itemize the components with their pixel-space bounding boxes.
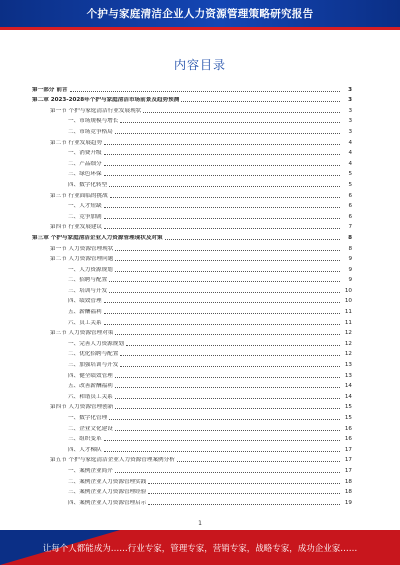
toc-entry[interactable]: [32, 124, 352, 135]
toc-entry-page: 4: [348, 139, 352, 146]
toc-entry[interactable]: [32, 167, 352, 178]
toc-entry-page: 3: [348, 86, 352, 93]
toc-leader-dots: [70, 91, 340, 92]
toc-entry-text: 三、绿色环保: [68, 171, 102, 178]
toc-entry[interactable]: [32, 453, 352, 464]
toc-entry[interactable]: [32, 199, 352, 210]
toc-leader-dots: [115, 250, 340, 251]
toc-entry-page: 18: [344, 478, 352, 485]
toc-entry-text: 六、和谐员工关系: [68, 393, 113, 400]
toc-leader-dots: [115, 387, 340, 388]
toc-entry[interactable]: [32, 347, 352, 358]
toc-entry-text: 第二章 2023-2028年个护与家庭清洁市场前景及趋势预测: [32, 97, 180, 104]
toc-entry-text: 一、消费升级: [68, 150, 102, 157]
toc-leader-dots: [115, 260, 340, 261]
toc-entry-text: 二、产品细分: [68, 160, 102, 167]
toc-leader-dots: [109, 292, 340, 293]
toc-entry-page: 7: [348, 224, 352, 231]
toc-entry[interactable]: [32, 463, 352, 474]
toc-entry[interactable]: [32, 326, 352, 337]
toc-entry-page: 8: [348, 234, 352, 241]
toc-entry[interactable]: [32, 432, 352, 443]
toc-entry-text: 第一部分 前言: [32, 86, 68, 93]
toc-entry-page: 12: [344, 351, 352, 358]
toc-entry[interactable]: [32, 241, 352, 252]
toc-entry-page: 16: [344, 436, 352, 443]
toc-entry[interactable]: [32, 368, 352, 379]
toc-entry-page: 3: [348, 97, 352, 104]
toc-entry-text: 第五节 个护与家庭清洁企业人力资源管理案例分析: [50, 457, 175, 464]
toc-entry-text: 一、市场规模与增长: [68, 118, 119, 125]
toc-entry[interactable]: [32, 410, 352, 421]
toc-entry-text: 第一节 人力资源管理现状: [50, 245, 114, 252]
toc-entry[interactable]: [32, 315, 352, 326]
toc-entry-page: 3: [348, 118, 352, 125]
toc-leader-dots: [120, 355, 340, 356]
toc-leader-dots: [109, 281, 340, 282]
toc-entry-text: 三、培训与开发: [68, 287, 108, 294]
toc-leader-dots: [115, 377, 340, 378]
toc-leader-dots: [104, 313, 340, 314]
toc-entry-page: 15: [344, 415, 352, 421]
toc-entry-page: 11: [344, 309, 352, 316]
toc-leader-dots: [181, 101, 340, 102]
toc-entry-page: 14: [344, 393, 352, 400]
toc-entry-text: 四、健全绩效管理: [68, 372, 113, 379]
toc-entry-page: 4: [348, 160, 352, 167]
toc-leader-dots: [115, 334, 340, 335]
toc-leader-dots: [148, 483, 340, 484]
toc-leader-dots: [177, 461, 340, 462]
toc-leader-dots: [104, 144, 340, 145]
toc-entry[interactable]: [32, 262, 352, 273]
toc-entry[interactable]: [32, 135, 352, 146]
toc-entry-text: 三、案例企业人力资源管理经验: [68, 489, 147, 496]
toc-entry-page: 5: [348, 181, 352, 188]
toc-entry-page: 9: [348, 266, 352, 273]
toc-entry-text: 三、组织变革: [68, 436, 102, 443]
toc-entry-page: 6: [348, 213, 352, 220]
toc-entry-page: 11: [344, 319, 352, 326]
toc-entry-text: 四、数字化转型: [68, 181, 108, 188]
toc-leader-dots: [115, 398, 340, 399]
toc-leader-dots: [143, 112, 340, 113]
footer-slogan: 让每个人都能成为……行业专家，管理专家，营销专家，战略专家，成功企业家……: [42, 544, 358, 554]
toc-entry-text: 第四节 人力资源管理创新: [50, 404, 114, 411]
toc-entry[interactable]: [32, 273, 352, 284]
toc-entry[interactable]: [32, 220, 352, 231]
toc-entry[interactable]: [32, 177, 352, 188]
toc-entry-text: 二、市场竞争格局: [68, 128, 113, 135]
toc-leader-dots: [115, 472, 340, 473]
toc-leader-dots: [109, 419, 340, 420]
toc-entry[interactable]: [32, 400, 352, 411]
toc-entry-text: 二、案例企业人力资源管理实践: [68, 478, 147, 485]
toc-entry-text: 五、薪酬福利: [68, 309, 102, 316]
toc-entry[interactable]: [32, 252, 352, 263]
toc-leader-dots: [126, 345, 340, 346]
toc-entry[interactable]: [32, 474, 352, 485]
toc-entry-text: 一、人才短缺: [68, 203, 102, 210]
toc-leader-dots: [148, 493, 340, 494]
toc-entry[interactable]: [32, 336, 352, 347]
toc-entry-page: 16: [344, 425, 352, 432]
toc-entry-text: 二、企业文化建设: [68, 425, 113, 432]
toc-entry[interactable]: [32, 114, 352, 125]
toc-leader-dots: [104, 207, 340, 208]
toc-entry[interactable]: [32, 188, 352, 199]
toc-leader-dots: [115, 133, 340, 134]
toc-entry-text: 第二节 行业发展趋势: [50, 139, 103, 146]
toc-entry-page: 4: [348, 150, 352, 157]
toc-leader-dots: [104, 165, 340, 166]
toc-leader-dots: [109, 186, 340, 187]
toc-leader-dots: [115, 271, 340, 272]
toc-entry-page: 6: [348, 192, 352, 199]
toc-entry-text: 第二节 人力资源管理问题: [50, 256, 114, 263]
toc-leader-dots: [104, 218, 340, 219]
toc-entry-text: 四、绩效管理: [68, 298, 102, 305]
toc-leader-dots: [104, 175, 340, 176]
toc-leader-dots: [115, 430, 340, 431]
toc-entry-page: 12: [344, 340, 352, 347]
toc-leader-dots: [104, 324, 340, 325]
toc-entry-text: 四、案例企业人力资源管理启示: [68, 499, 147, 506]
toc-leader-dots: [120, 366, 340, 367]
toc-entry[interactable]: [32, 495, 352, 506]
toc-entry[interactable]: [32, 379, 352, 390]
toc-entry-page: 3: [348, 128, 352, 135]
toc-entry-page: 9: [348, 256, 352, 263]
header-red-stripe: [0, 27, 400, 30]
toc-entry-text: 一、数字化管理: [68, 415, 108, 421]
toc-entry-page: 14: [344, 383, 352, 390]
toc-entry-page: 8: [348, 245, 352, 252]
toc-leader-dots: [104, 302, 340, 303]
toc-entry-text: 二、优化招聘与配置: [68, 351, 119, 358]
toc-entry-page: 10: [344, 287, 352, 294]
toc-entry-text: 二、招聘与配置: [68, 277, 108, 284]
toc-entry-page: 3: [348, 107, 352, 114]
toc-entry-page: 17: [344, 446, 352, 453]
toc-entry[interactable]: [32, 209, 352, 220]
toc-entry-page: 18: [344, 489, 352, 496]
toc-entry-page: 12: [344, 330, 352, 337]
toc-entry-text: 第一节 个护与家庭清洁行业发展现状: [50, 107, 142, 114]
table-of-contents: [32, 82, 352, 506]
toc-entry[interactable]: [32, 485, 352, 496]
toc-entry-text: 第四节 行业发展建议: [50, 224, 103, 231]
toc-entry-page: 15: [344, 404, 352, 411]
toc-leader-dots: [104, 228, 340, 229]
toc-leader-dots: [120, 122, 340, 123]
toc-title: 内容目录: [173, 58, 226, 72]
toc-leader-dots: [110, 197, 340, 198]
toc-entry-text: 四、人才梯队: [68, 446, 102, 453]
toc-entry[interactable]: [32, 93, 352, 104]
toc-entry-text: 一、人力资源规划: [68, 266, 113, 273]
toc-entry[interactable]: [32, 389, 352, 400]
toc-entry-page: 5: [348, 171, 352, 178]
page-number: 1: [198, 520, 202, 527]
toc-leader-dots: [148, 504, 340, 505]
toc-entry-page: 10: [344, 298, 352, 305]
toc-entry-text: 六、员工关系: [68, 319, 102, 326]
toc-leader-dots: [165, 239, 340, 240]
toc-entry-text: 第三节 行业面临的挑战: [50, 192, 108, 199]
toc-entry-text: 一、完善人力资源规划: [68, 340, 124, 347]
toc-entry-page: 17: [344, 457, 352, 464]
toc-entry[interactable]: [32, 421, 352, 432]
header-band: [0, 0, 400, 30]
toc-entry-text: 第三章 个护与家庭清洁企业人力资源管理现状及对策: [32, 234, 163, 241]
footer-band: [0, 530, 400, 565]
toc-entry[interactable]: [32, 357, 352, 368]
toc-entry-text: 三、加强培训与开发: [68, 362, 119, 369]
toc-leader-dots: [115, 408, 340, 409]
toc-entry-page: 6: [348, 203, 352, 210]
toc-entry[interactable]: [32, 304, 352, 315]
toc-entry[interactable]: [32, 442, 352, 453]
toc-entry-page: 13: [344, 362, 352, 369]
toc-entry[interactable]: [32, 156, 352, 167]
toc-entry[interactable]: [32, 103, 352, 114]
toc-entry[interactable]: [32, 146, 352, 157]
toc-leader-dots: [104, 440, 340, 441]
toc-entry-text: 第三节 人力资源管理对策: [50, 330, 114, 337]
toc-entry-text: 一、案例企业简介: [68, 467, 113, 474]
report-title: 个护与家庭清洁企业人力资源管理策略研究报告: [86, 8, 314, 20]
toc-entry-text: 二、竞争加剧: [68, 213, 102, 220]
toc-entry-page: 9: [348, 277, 352, 284]
toc-entry-page: 13: [344, 372, 352, 379]
toc-leader-dots: [104, 451, 340, 452]
toc-entry[interactable]: [32, 230, 352, 241]
toc-entry-page: 17: [344, 467, 352, 474]
toc-entry[interactable]: [32, 294, 352, 305]
toc-entry[interactable]: [32, 283, 352, 294]
toc-entry-page: 19: [344, 499, 352, 506]
toc-entry-text: 五、改善薪酬福利: [68, 383, 113, 390]
toc-entry[interactable]: [32, 82, 352, 93]
toc-leader-dots: [104, 154, 340, 155]
